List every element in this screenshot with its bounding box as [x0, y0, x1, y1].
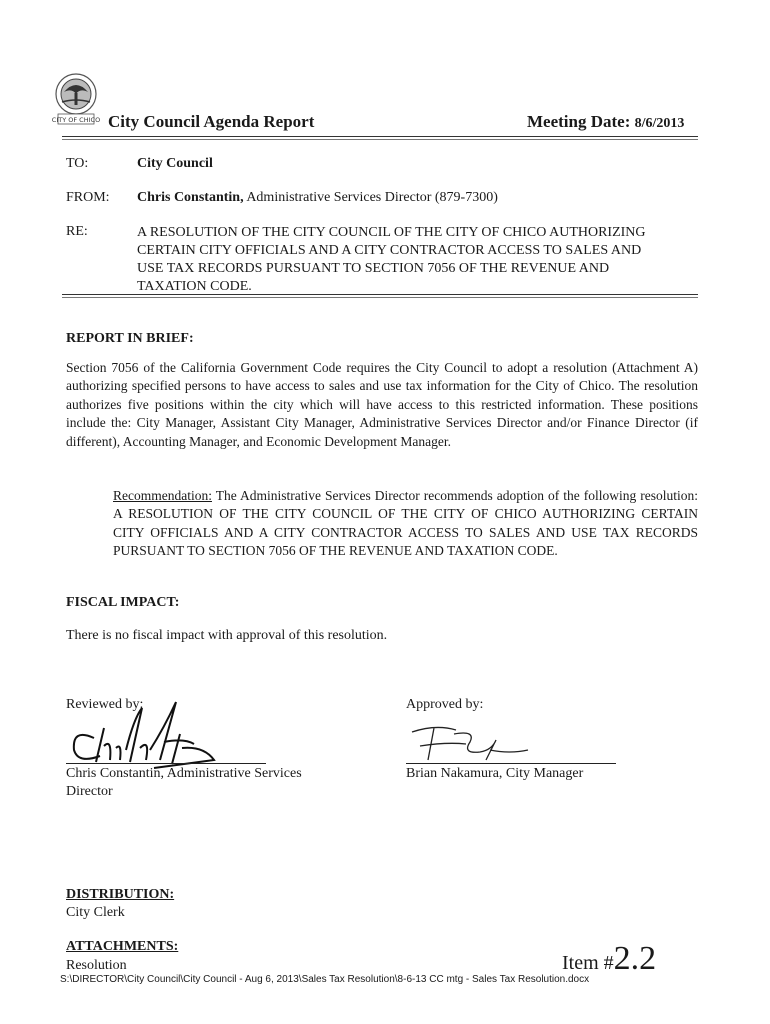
recommendation — [113, 487, 698, 561]
svg-text:CITY OF CHICO: CITY OF CHICO — [51, 116, 101, 124]
to-label: TO: — [66, 156, 89, 171]
meeting-date-label: Meeting Date: — [527, 112, 631, 131]
from-label: FROM: — [66, 190, 110, 205]
re-line: CERTAIN CITY OFFICIALS AND A CITY CONTRACTOR ACCESS TO SALES AND — [137, 243, 642, 258]
header-rule — [62, 136, 698, 137]
memo-rule — [62, 294, 698, 295]
fiscal-body: There is no fiscal impact with approval of this resolution. — [66, 628, 388, 643]
approver-signature-line — [406, 763, 616, 764]
to-value: City Council — [137, 156, 213, 171]
re-line: TAXATION CODE. — [137, 279, 252, 294]
re-line: USE TAX RECORDS PURSUANT TO SECTION 7056 OF THE REVENUE AND — [137, 261, 610, 276]
item-label: Item # — [562, 952, 614, 974]
reviewer-signature-line — [66, 763, 266, 764]
reviewed-label: Reviewed by: — [66, 697, 144, 712]
report-body: Section 7056 of the California Government Code requires the City Council to adopt a resolution (Attachment A) authorizing specified persons to have access to sales and use tax information for the City of Chico. The resolution authorizes five positions within the city which will have access to this restricted information. These positions include the: City Manager, Assistant City Manager, Administrative Services Director and/or Finance Director (if different), Accounting Manager, and Economic Development Manager. — [66, 360, 698, 449]
header-rule-thin — [62, 139, 698, 140]
memo-rule-thin — [62, 297, 698, 298]
distribution-heading: DISTRIBUTION: — [66, 887, 175, 902]
meeting-date — [527, 112, 684, 132]
reviewer-title: Director — [66, 784, 113, 799]
attachments-value: Resolution — [66, 958, 127, 973]
distribution-value: City Clerk — [66, 905, 125, 920]
city-seal-logo — [50, 72, 102, 130]
recommendation-text: The Administrative Services Director recommends adoption of the following resolution: A RESOLUTION OF THE CITY COUNCIL OF THE CITY OF CHICO AUTHORIZING CERTAIN CITY OFFICIALS AND A CITY CONTRACTOR ACCESS TO SALES AND USE TAX RECORDS PURSUANT TO SECTION 7056 OF THE REVENUE AND TAXATION CODE. — [113, 488, 698, 559]
attachments-heading: ATTACHMENTS: — [66, 939, 179, 954]
item-number — [562, 940, 656, 978]
reviewer-name: Chris Constantin, Administrative Services — [66, 766, 302, 781]
report-title: City Council Agenda Report — [108, 112, 315, 131]
from-value — [137, 190, 498, 206]
fiscal-heading: FISCAL IMPACT: — [66, 595, 180, 610]
approver-signature — [406, 720, 536, 766]
item-value: 2.2 — [613, 940, 657, 977]
re-line: A RESOLUTION OF THE CITY COUNCIL OF THE CITY OF CHICO AUTHORIZING — [137, 225, 646, 240]
approved-label: Approved by: — [406, 697, 484, 712]
approver-name: Brian Nakamura, City Manager — [406, 766, 584, 781]
reviewer-signature — [64, 698, 224, 770]
re-subject — [137, 224, 697, 296]
from-title: Administrative Services Director (879-7300) — [243, 190, 498, 205]
report-heading: REPORT IN BRIEF: — [66, 331, 194, 346]
file-path-footer: S:\DIRECTOR\City Council\City Council - Aug 6, 2013\Sales Tax Resolution\8-6-13 CC mtg - Sales Tax Resolution.docx — [60, 974, 590, 985]
recommendation-label: Recommendation: — [113, 488, 212, 503]
from-name: Chris Constantin, — [137, 190, 244, 205]
re-label: RE: — [66, 224, 88, 239]
meeting-date-value: 8/6/2013 — [634, 116, 685, 131]
